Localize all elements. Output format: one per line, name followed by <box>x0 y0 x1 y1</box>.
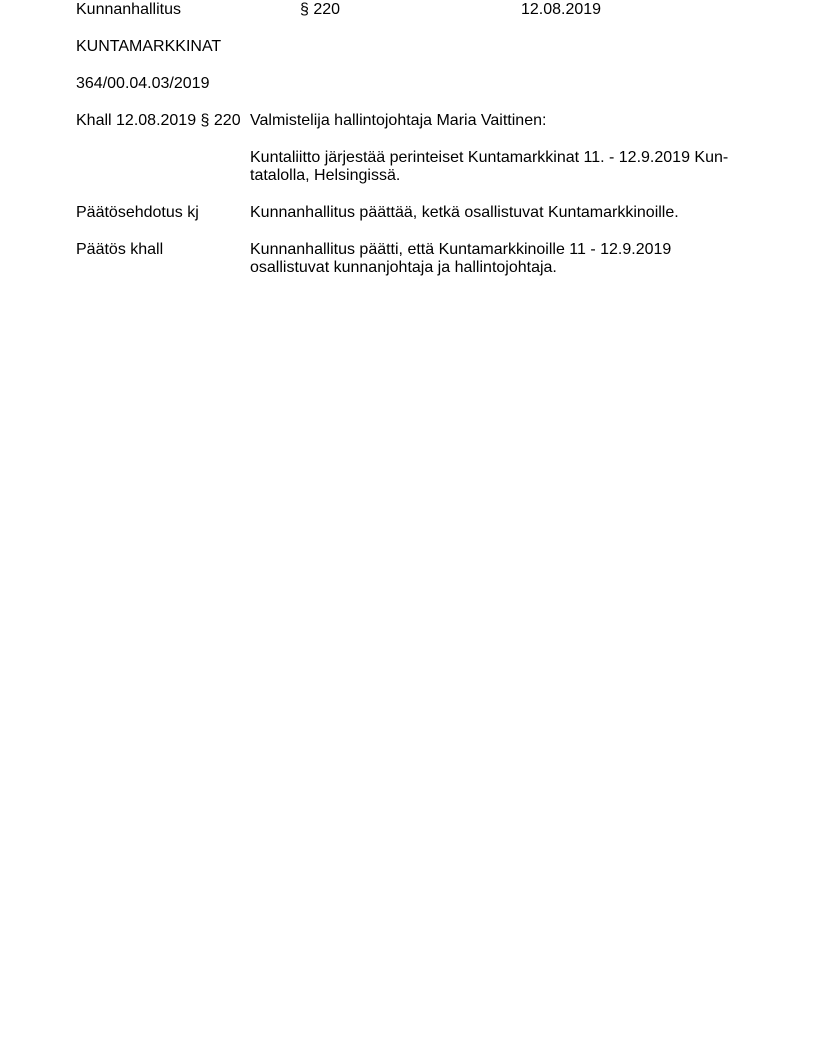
entry-text-event-description <box>250 149 728 185</box>
header-body-name: Kunnanhallitus <box>76 1 181 18</box>
entry-text-decision <box>250 241 671 277</box>
entry-text-line: osallistuvat kunnanjohtaja ja hallintojohtaja. <box>250 259 557 276</box>
entry-text-line: tatalolla, Helsingissä. <box>250 167 401 184</box>
entry-label-proposal: Päätösehdotus kj <box>76 204 199 221</box>
entry-text-preparer <box>250 112 546 130</box>
entry-text-line: Valmistelija hallintojohtaja Maria Vaittinen: <box>250 112 547 129</box>
record-number: 364/00.04.03/2019 <box>76 75 210 92</box>
document-title: KUNTAMARKKINAT <box>76 38 222 55</box>
entry-text-proposal <box>250 204 679 222</box>
header-meeting-date: 12.08.2019 <box>521 1 602 18</box>
entry-label-khall: Khall 12.08.2019 § 220 <box>76 112 241 129</box>
entry-text-line: Kunnanhallitus päätti, että Kuntamarkkinoille 11 - 12.9.2019 <box>250 241 672 258</box>
entry-text-line: Kuntaliitto järjestää perinteiset Kuntamarkkinat 11. - 12.9.2019 Kun- <box>250 149 729 166</box>
entry-text-line: Kunnanhallitus päättää, ketkä osallistuvat Kuntamarkkinoille. <box>250 204 679 221</box>
header-section-number: § 220 <box>300 1 341 18</box>
entry-label-decision: Päätös khall <box>76 241 164 258</box>
